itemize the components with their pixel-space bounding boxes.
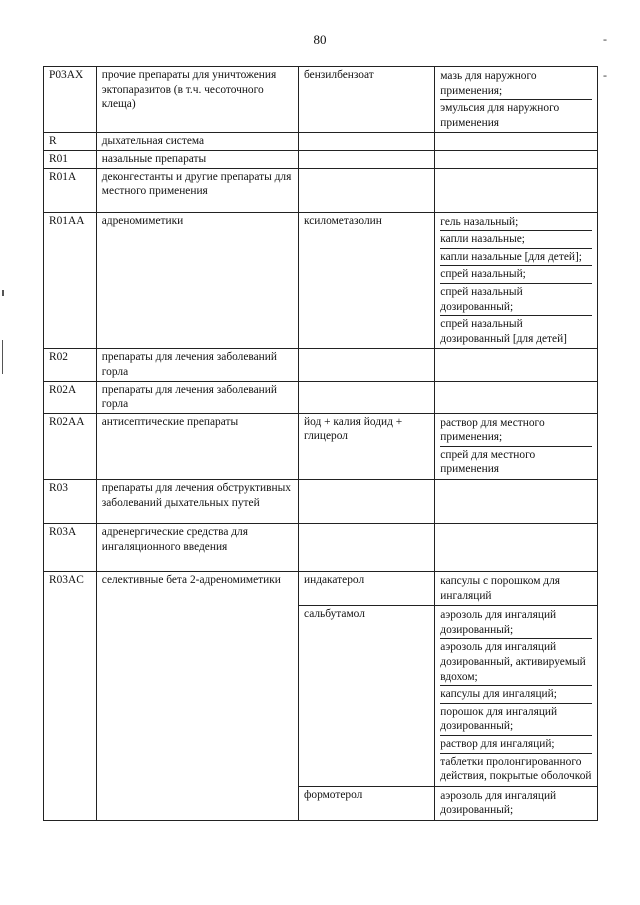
table-body <box>44 67 598 821</box>
atc-code-cell: R <box>44 133 97 151</box>
dosage-form-item: таблетки пролонгированного действия, покрытые оболочкой <box>440 755 592 783</box>
dosage-forms-cell <box>435 413 598 479</box>
atc-code-cell: R01A <box>44 168 97 212</box>
dosage-form-item: спрей для местного применения <box>440 448 536 476</box>
dosage-form-item: спрей назальный дозированный [для детей] <box>440 318 567 345</box>
dosage-forms-cell <box>435 168 598 212</box>
atc-group-name-cell: адренергические средства для ингаляционного введения <box>96 524 298 572</box>
substance-cell: индакатерол <box>299 572 435 606</box>
atc-group-name-cell: адреномиметики <box>96 212 298 349</box>
dosage-form-item: капсулы для ингаляций; <box>440 686 592 704</box>
substance-cell <box>299 133 435 151</box>
table-row <box>44 168 598 212</box>
dosage-forms-cell <box>435 381 598 413</box>
table-row <box>44 212 598 349</box>
atc-group-name-cell: деконгестанты и другие препараты для местного применения <box>96 168 298 212</box>
atc-code-cell: P03AX <box>44 67 97 133</box>
dosage-forms-cell <box>435 606 598 787</box>
dosage-form-item: раствор для местного применения; <box>440 415 592 447</box>
dosage-form-item: раствор для ингаляций; <box>440 736 592 754</box>
scan-margin-mark <box>2 290 4 296</box>
atc-code-cell: R01 <box>44 150 97 168</box>
substance-cell <box>299 381 435 413</box>
atc-group-name-cell: селективные бета 2-адреномиметики <box>96 572 298 821</box>
substance-cell <box>299 150 435 168</box>
scan-margin-mark <box>2 340 3 374</box>
table-row <box>44 150 598 168</box>
dosage-form-item: мазь для наружного применения; <box>440 68 592 100</box>
atc-code-cell: R03 <box>44 480 97 524</box>
dosage-forms-cell <box>435 480 598 524</box>
table-row <box>44 349 598 381</box>
table-row <box>44 381 598 413</box>
dosage-form-item: капли назальные [для детей]; <box>440 249 592 267</box>
edge-mark-top: - <box>603 32 607 46</box>
atc-group-name-cell: препараты для лечения заболеваний горла <box>96 381 298 413</box>
atc-group-name-cell: назальные препараты <box>96 150 298 168</box>
substance-cell: йод + калия йодид + глицерол <box>299 413 435 479</box>
dosage-forms-cell <box>435 572 598 606</box>
dosage-forms-cell <box>435 150 598 168</box>
substance-cell: формотерол <box>299 786 435 820</box>
atc-group-name-cell: препараты для лечения заболеваний горла <box>96 349 298 381</box>
dosage-form-item: порошок для ингаляций дозированный; <box>440 704 592 736</box>
atc-code-cell: R01AA <box>44 212 97 349</box>
dosage-forms-cell <box>435 133 598 151</box>
atc-code-cell: R02A <box>44 381 97 413</box>
edge-mark-row: - <box>603 68 607 82</box>
dosage-form-item: аэрозоль для ингаляций дозированный, активируемый вдохом; <box>440 639 592 686</box>
atc-code-cell: R02AA <box>44 413 97 479</box>
atc-group-name-cell: прочие препараты для уничтожения эктопаразитов (в т.ч. чесоточного клеща) <box>96 67 298 133</box>
dosage-forms-cell <box>435 67 598 133</box>
dosage-form-item: гель назальный; <box>440 214 592 232</box>
dosage-form-item: аэрозоль для ингаляций дозированный; <box>440 789 557 817</box>
atc-group-name-cell: препараты для лечения обструктивных заболеваний дыхательных путей <box>96 480 298 524</box>
table-row <box>44 572 598 606</box>
dosage-forms-cell <box>435 349 598 381</box>
table-row <box>44 524 598 572</box>
dosage-form-item: спрей назальный; <box>440 266 592 284</box>
atc-group-name-cell: дыхательная система <box>96 133 298 151</box>
table-row <box>44 133 598 151</box>
atc-code-cell: R03AC <box>44 572 97 821</box>
dosage-form-item: капсулы с порошком для ингаляций <box>440 575 561 602</box>
table-row <box>44 67 598 133</box>
dosage-form-item: спрей назальный дозированный; <box>440 284 592 316</box>
drug-classification-table <box>43 66 598 821</box>
atc-code-cell: R03A <box>44 524 97 572</box>
dosage-forms-cell <box>435 524 598 572</box>
substance-cell: ксилометазолин <box>299 212 435 349</box>
substance-cell: сальбутамол <box>299 606 435 787</box>
substance-cell <box>299 480 435 524</box>
table-row <box>44 413 598 479</box>
dosage-forms-cell <box>435 786 598 820</box>
dosage-form-item: эмульсия для наружного применения <box>440 102 560 129</box>
table-row <box>44 480 598 524</box>
substance-cell <box>299 168 435 212</box>
substance-cell <box>299 524 435 572</box>
dosage-form-item: капли назальные; <box>440 231 592 249</box>
dosage-forms-cell <box>435 212 598 349</box>
atc-code-cell: R02 <box>44 349 97 381</box>
dosage-form-item: аэрозоль для ингаляций дозированный; <box>440 607 592 639</box>
substance-cell <box>299 349 435 381</box>
atc-group-name-cell: антисептические препараты <box>96 413 298 479</box>
page-number: 80 <box>313 32 327 47</box>
substance-cell: бензилбензоат <box>299 67 435 133</box>
